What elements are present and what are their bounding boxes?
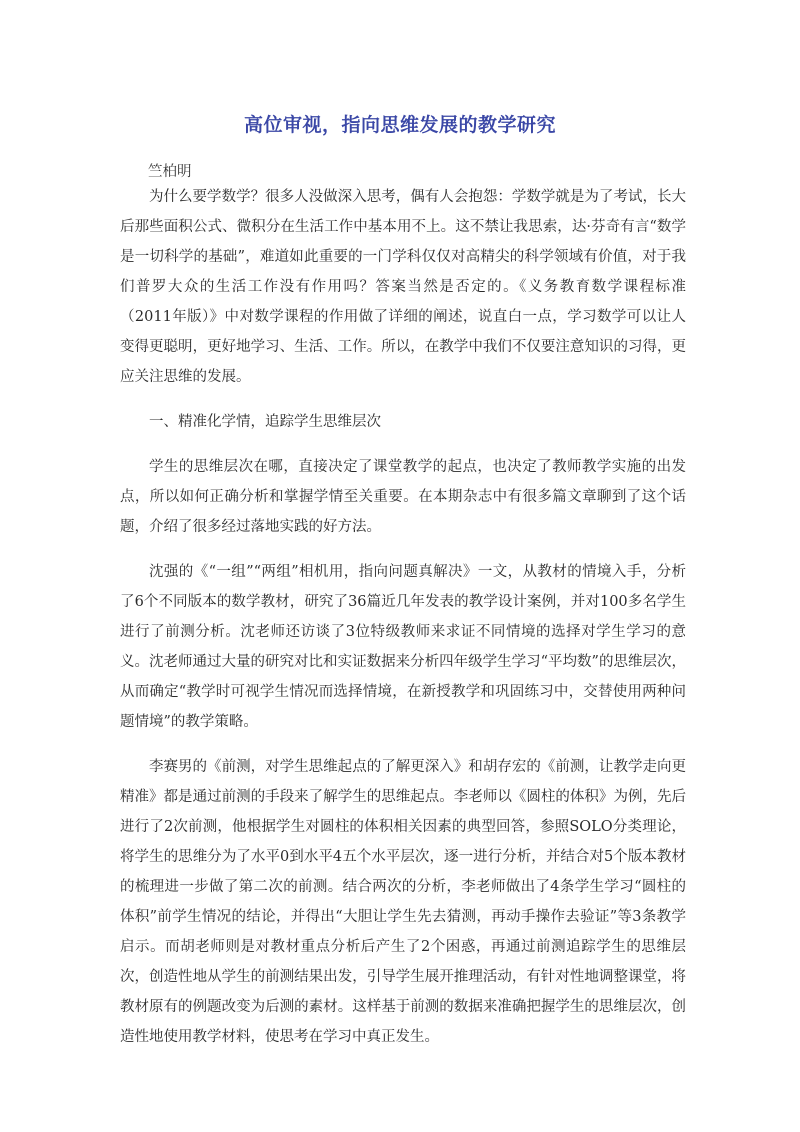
section-heading-1: 一、精准化学情，追踪学生思维层次 bbox=[149, 414, 381, 430]
paragraph-intro: 为什么要学数学？很多人没做深入思考，偶有人会抱怨：学数学就是为了考试，长大后那些面积公式、微积分在生活工作中基本用不上。这不禁让我思索，达·芬奇有言“数学是一切科学的基础”，难道如此重要的一门学科仅仅对高精尖的科学领域有价值，对于我们普罗大众的生活工作没有作用吗？答案当然是否定的。《义务教育数学课程标准（2011年版）》中对数学课程的作用做了详细的阐述，说直白一点，学习数学可以让人变得更聪明，更好地学习、生活、工作。所以，在教学中我们不仅要注意知识的习得，更应关注思维的发展。 bbox=[120, 189, 686, 385]
document-body bbox=[120, 182, 686, 1067]
paragraph-shen-qiang: 沈强的《“一组”“两组”相机用，指向问题真解决》一文，从教材的情境入手，分析了6个不同版本的数学教材，研究了36篇近几年发表的教学设计案例，并对100多名学生进行了前测分析。沈老师还访谈了3位特级教师来求证不同情境的选择对学生学习的意义。沈老师通过大量的研究对比和实证数据来分析四年级学生学习“平均数”的思维层次，从而确定“教学时可视学生情况而选择情境，在新授教学和巩固练习中，交替使用两种问题情境”的教学策略。 bbox=[120, 564, 686, 730]
paragraph-pretest: 李赛男的《前测，对学生思维起点的了解更深入》和胡存宏的《前测，让教学走向更精准》都是通过前测的手段来了解学生的思维起点。李老师以《圆柱的体积》为例，先后进行了2次前测，他根据学生对圆柱的体积相关因素的典型回答，参照SOLO分类理论，将学生的思维分为了水平0到水平4五个水平层次，逐一进行分析，并结合对5个版本教材的梳理进一步做了第二次的前测。结合两次的分析，李老师做出了4条学生学习“圆柱的体积”前学生情况的结论，并得出“大胆让学生先去猜测，再动手操作去验证”等3条教学启示。而胡老师则是对教材重点分析后产生了2个困惑，再通过前测追踪学生的思维层次，创造性地从学生的前测结果出发，引导学生展开推理活动，有针对性地调整课堂，将教材原有的例题改变为后测的素材。这样基于前测的数据来准确把握学生的思维层次，创造性地使用教学材料，使思考在学习中真正发生。 bbox=[120, 759, 686, 1045]
paragraph-learning-situation: 学生的思维层次在哪，直接决定了课堂教学的起点，也决定了教师教学实施的出发点，所以如何正确分析和掌握学情至关重要。在本期杂志中有很多篇文章聊到了这个话题，介绍了很多经过落地实践的好方法。 bbox=[120, 459, 686, 535]
author-name: 竺柏明 bbox=[148, 164, 192, 180]
document-title: 高位审视，指向思维发展的教学研究 bbox=[243, 114, 556, 136]
